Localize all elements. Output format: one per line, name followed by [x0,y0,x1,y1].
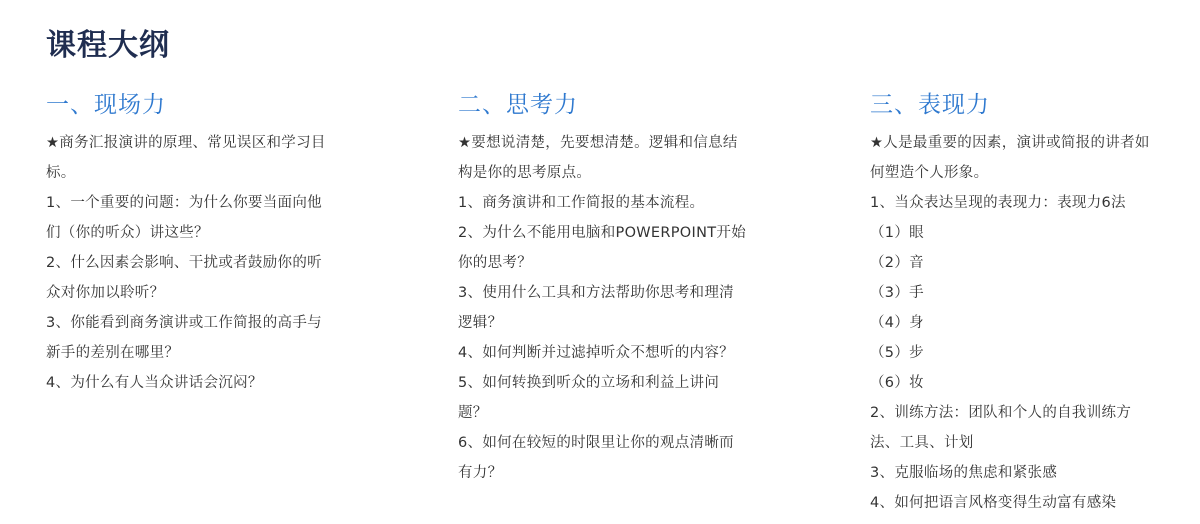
list-item: ★人是最重要的因素，演讲或简报的讲者如何塑造个人形象。 [870,135,1150,181]
list-item: 1、当众表达呈现的表现力：表现力6法 [870,195,1126,211]
list-item: 5、如何转换到听众的立场和利益上讲问题？ [458,375,720,421]
outline-section-field-power [46,88,336,398]
list-item: 3、使用什么工具和方法帮助你思考和理清逻辑？ [458,285,734,331]
list-item: 3、克服临场的焦虑和紧张感 [870,465,1058,481]
list-item: 6、如何在较短的时限里让你的观点清晰而有力？ [458,435,734,481]
list-item: 2、什么因素会影响、干扰或者鼓励你的听众对你加以聆听？ [46,255,322,301]
section-heading: 一、现场力 [46,92,166,118]
list-item: （3）手 [870,285,924,301]
list-item: 2、训练方法：团队和个人的自我训练方法、工具、计划 [870,405,1132,451]
list-item: 4、为什么有人当众讲话会沉闷？ [46,375,263,391]
section-item-list [870,128,1160,518]
list-item: （1）眼 [870,225,924,241]
list-item: 1、一个重要的问题：为什么你要当面向他们（你的听众）讲这些？ [46,195,322,241]
list-item: （5）步 [870,345,924,361]
section-item-list [46,128,336,398]
list-item: （2）音 [870,255,924,271]
list-item: ★要想说清楚，先要想清楚。逻辑和信息结构是你的思考原点。 [458,135,738,181]
list-item: ★商务汇报演讲的原理、常见误区和学习目标。 [46,135,326,181]
list-item: 4、如何把语言风格变得生动富有感染 [870,495,1117,511]
list-item: （6）妆 [870,375,924,391]
list-item: 2、为什么不能用电脑和POWERPOINT开始你的思考？ [458,225,746,271]
section-item-list [458,128,748,488]
page-title: 课程大纲 [46,28,170,63]
list-item: （4）身 [870,315,924,331]
list-item: 4、如何判断并过滤掉听众不想听的内容？ [458,345,734,361]
list-item: 1、商务演讲和工作简报的基本流程。 [458,195,705,211]
list-item: 3、你能看到商务演讲或工作简报的高手与新手的差别在哪里？ [46,315,322,361]
section-heading: 二、思考力 [458,92,578,118]
outline-section-thinking-power [458,88,748,488]
outline-section-expression-power [870,88,1160,518]
outline-columns [46,88,1200,524]
section-heading: 三、表现力 [870,92,990,118]
